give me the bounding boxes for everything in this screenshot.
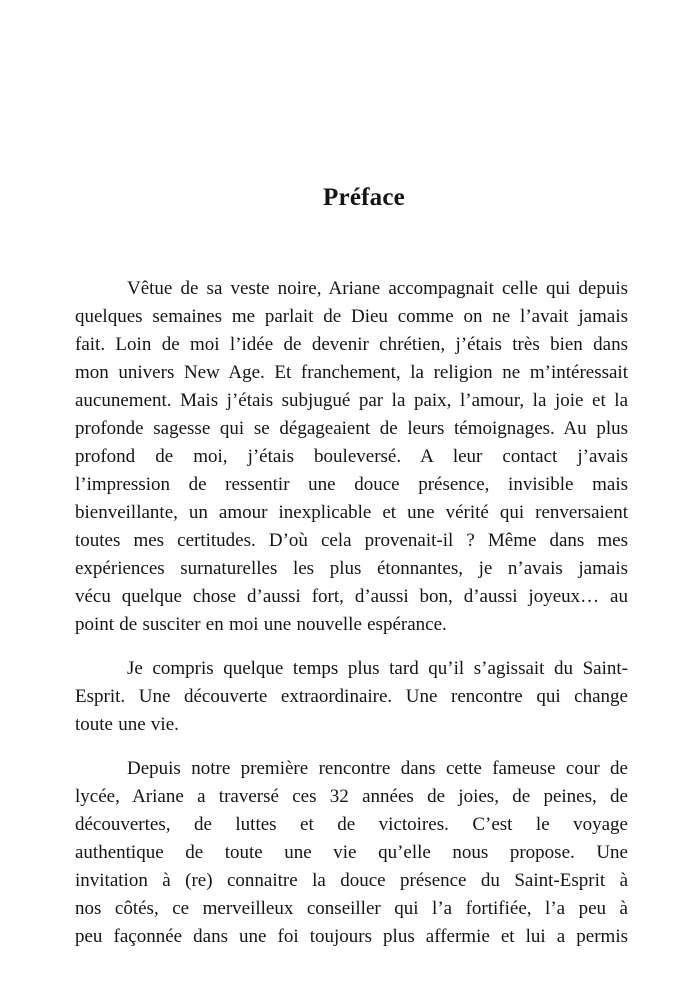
paragraph [75,275,628,639]
text-line: toutes mes certitudes. D’où cela provenait-il ? Même dans mes [75,530,628,551]
text-line: peu façonnée dans une foi toujours plus affermie et lui a permis [75,926,628,947]
text-line: découvertes, de luttes et de victoires. C’est le voyage [75,814,628,835]
text-line: aucunement. Mais j’étais subjugué par la paix, l’amour, la joie et la [75,390,628,411]
text-line: l’impression de ressentir une douce présence, invisible mais [75,474,628,495]
text-line: toute une vie. [75,714,179,735]
text-line: point de susciter en moi une nouvelle espérance. [75,614,447,635]
page-body [0,275,700,951]
text-line: vécu quelque chose d’aussi fort, d’aussi bon, d’aussi joyeux… au [75,586,628,607]
page-title: Préface [323,184,405,211]
text-line: mon univers New Age. Et franchement, la religion ne m’intéressait [75,362,628,383]
text-line: expériences surnaturelles les plus étonnantes, je n’avais jamais [75,558,628,579]
text-line: bienveillante, un amour inexplicable et une vérité qui renversaient [75,502,628,523]
text-line: fait. Loin de moi l’idée de devenir chrétien, j’étais très bien dans [75,334,628,355]
text-line: invitation à (re) connaitre la douce présence du Saint-Esprit à [75,870,628,891]
text-line: Vêtue de sa veste noire, Ariane accompagnait celle qui depuis [127,278,628,299]
text-line: profond de moi, j’étais bouleversé. A leur contact j’avais [75,446,628,467]
text-line: lycée, Ariane a traversé ces 32 années de joies, de peines, de [75,786,628,807]
text-line: Je compris quelque temps plus tard qu’il s’agissait du Saint- [127,658,628,679]
text-line: nos côtés, ce merveilleux conseiller qui l’a fortifiée, l’a peu à [75,898,628,919]
text-line: quelques semaines me parlait de Dieu comme on ne l’avait jamais [75,306,628,327]
text-line: Depuis notre première rencontre dans cette fameuse cour de [127,758,628,779]
text-line: authentique de toute une vie qu’elle nous propose. Une [75,842,628,863]
paragraph [75,655,628,739]
text-line: profonde sagesse qui se dégageaient de leurs témoignages. Au plus [75,418,628,439]
text-line: Esprit. Une découverte extraordinaire. Une rencontre qui change [75,686,628,707]
paragraph [75,755,628,951]
